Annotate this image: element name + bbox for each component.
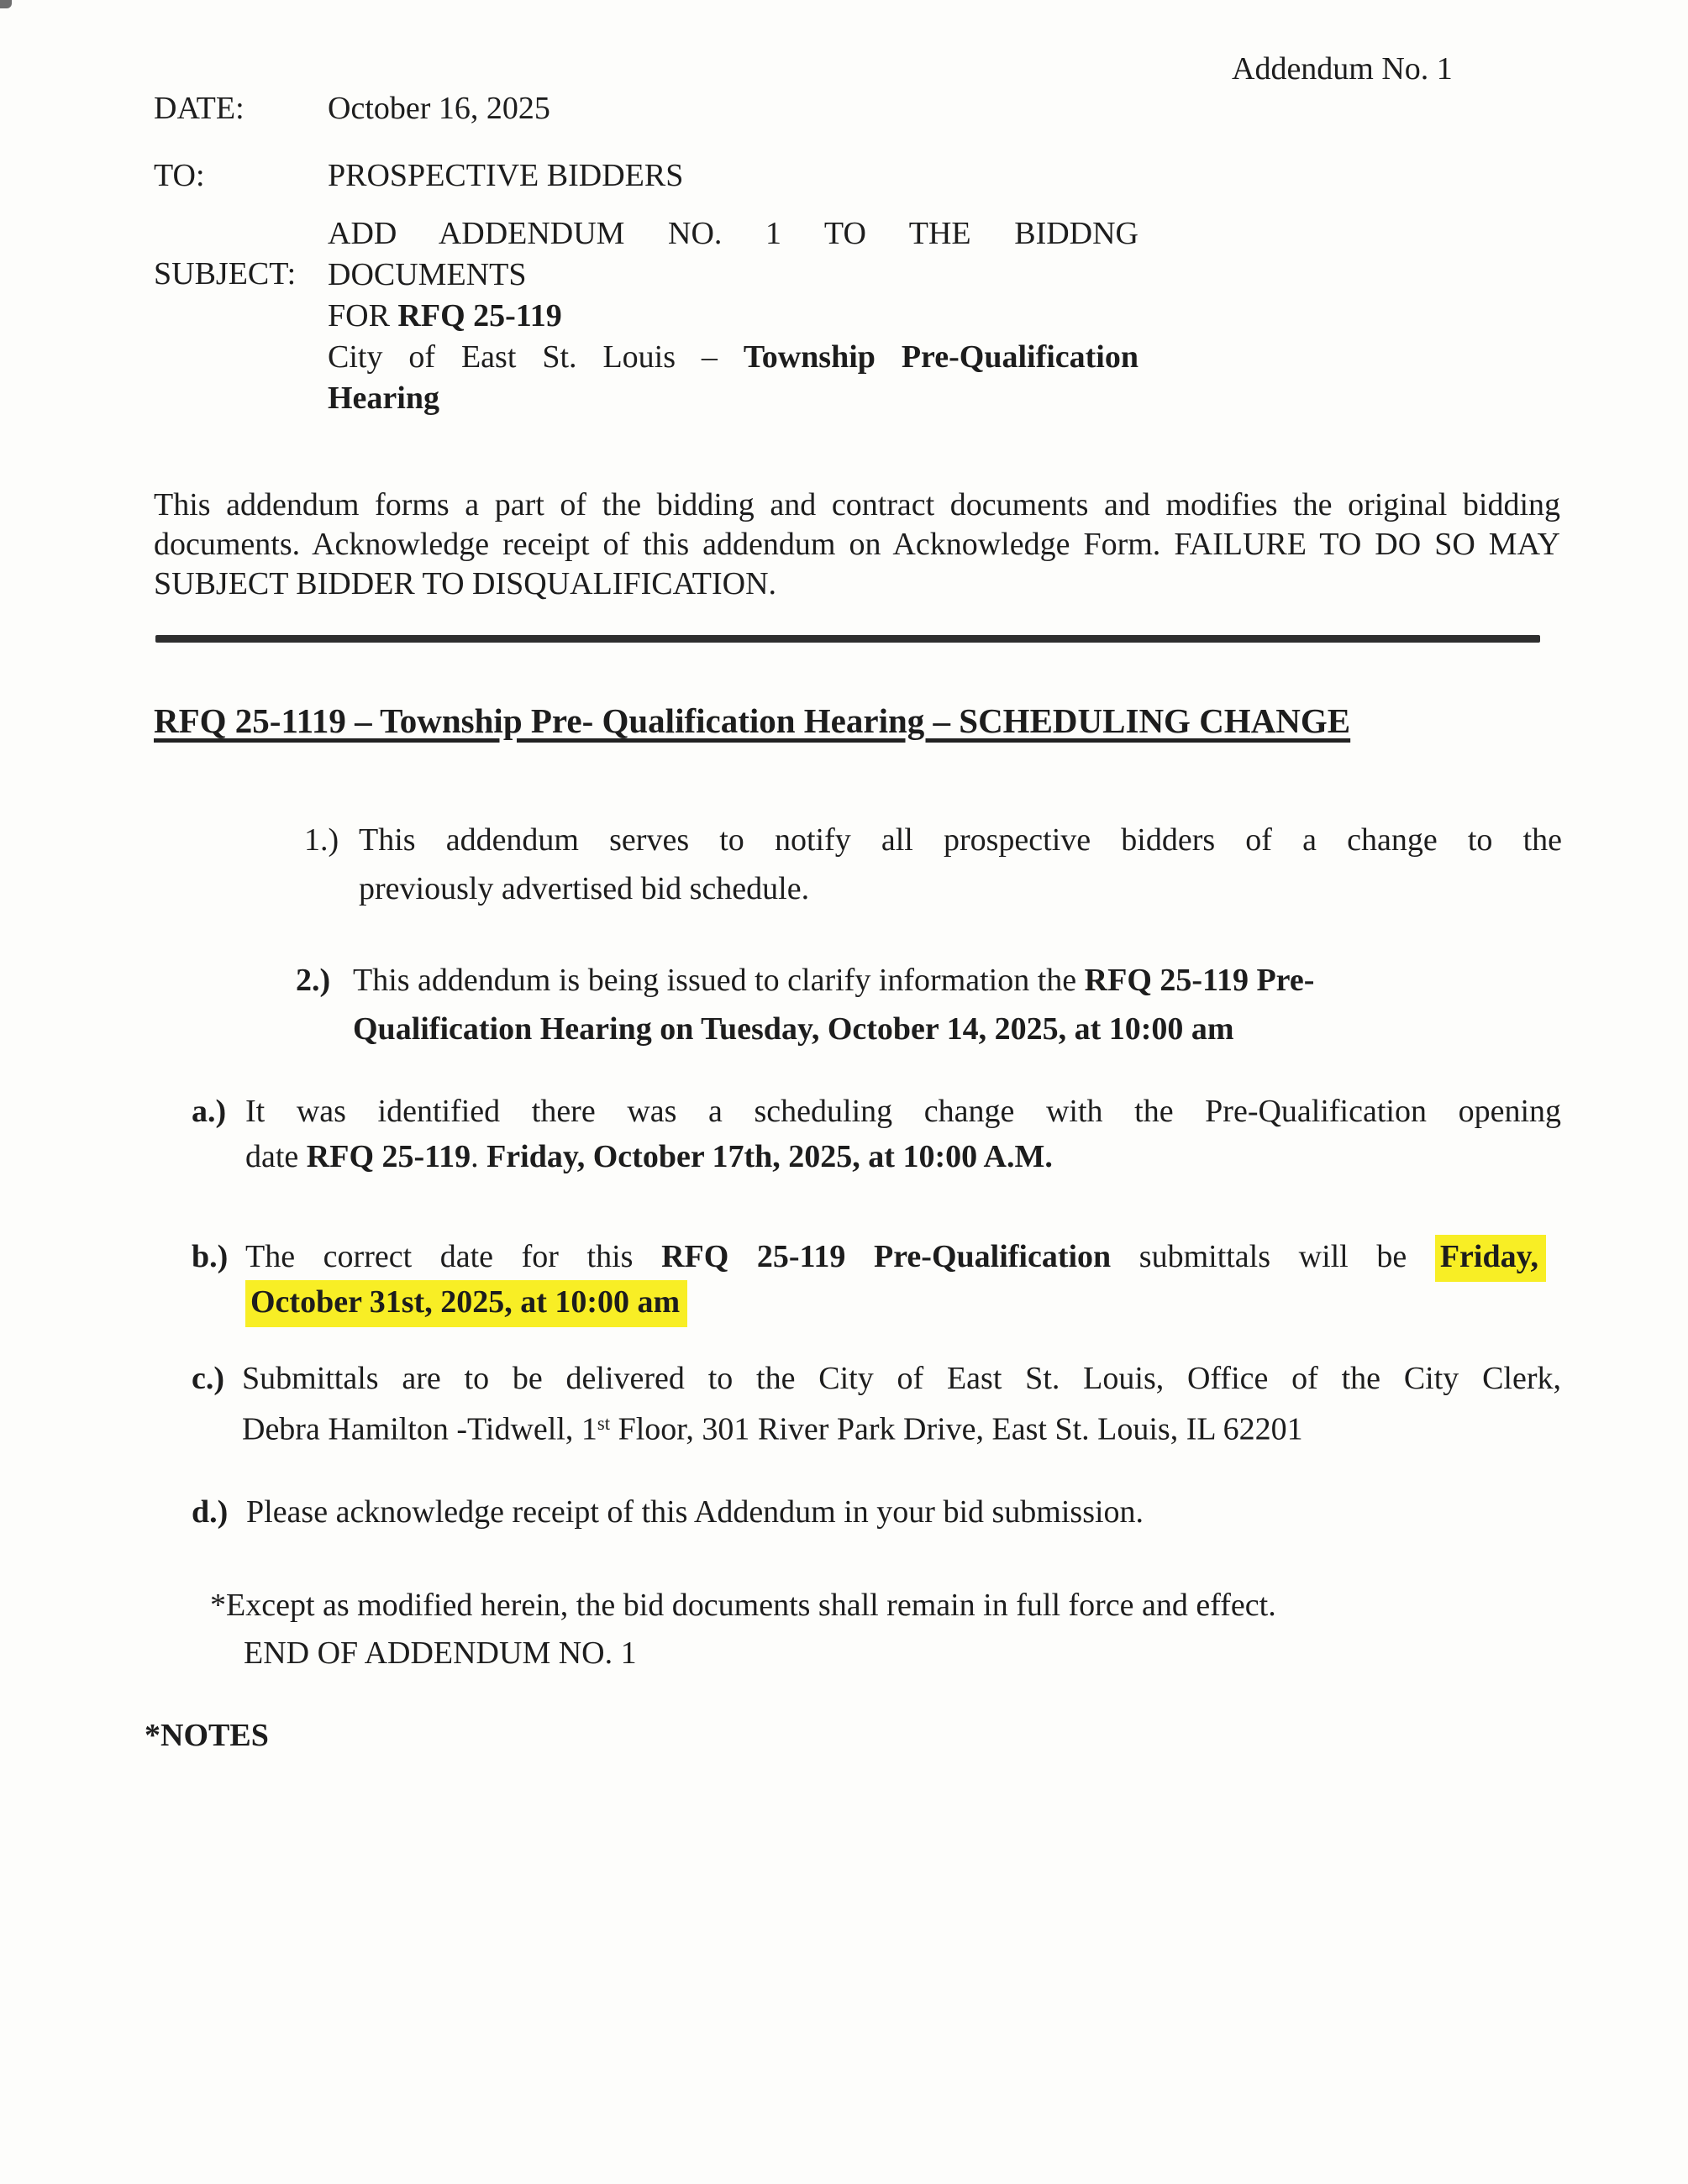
date-row — [154, 89, 550, 128]
item-2-line-2: Qualification Hearing on Tuesday, October 14, 2025, at 10:00 am — [353, 1011, 1234, 1047]
item-b-line-2 — [245, 1279, 1546, 1325]
item-b-line-1-highlight: Friday, — [1435, 1235, 1546, 1282]
subject-line-4-regular: City of East St. Louis – — [328, 339, 744, 375]
item-c-line-1: Submittals are to be delivered to the City of East St. Louis, Office of the City Clerk, — [242, 1361, 1561, 1396]
end-of-addendum: END OF ADDENDUM NO. 1 — [244, 1635, 637, 1671]
item-c-marker: c.) — [192, 1361, 225, 1396]
subject-label: SUBJECT: — [154, 256, 297, 291]
intro-line-1: This addendum forms a part of the bidding and contract documents and modifies the original bidding — [154, 487, 1560, 522]
item-2-line-1-regular: This addendum is being issued to clarify information the — [353, 963, 1085, 998]
item-d-text — [246, 1489, 1565, 1535]
subject-line-4 — [328, 337, 1138, 378]
item-1-marker: 1.) — [304, 822, 339, 858]
item-1-line-2: previously advertised bid schedule. — [359, 871, 810, 906]
subject-line-1: ADD ADDENDUM NO. 1 TO THE BIDDNG — [328, 216, 1138, 251]
subject-line-3-bold: RFQ 25-119 — [397, 298, 562, 333]
item-b-line-1-seg1: The correct date for this — [245, 1239, 662, 1274]
item-2-line-1 — [353, 956, 1567, 1005]
intro-paragraph — [154, 486, 1560, 604]
item-b-line-1-seg2: RFQ 25-119 Pre-Qualification — [661, 1239, 1112, 1274]
intro-line-3: SUBJECT BIDDER TO DISQUALIFICATION. — [154, 566, 777, 601]
item-b-marker: b.) — [192, 1239, 229, 1274]
intro-line-2: documents. Acknowledge receipt of this addendum on Acknowledge Form. FAILURE TO DO SO MAY — [154, 527, 1560, 562]
item-a-line-2-seg1: date — [245, 1139, 307, 1174]
section-heading: RFQ 25-1119 – Township Pre- Qualification Hearing – SCHEDULING CHANGE — [154, 701, 1351, 740]
item-b-line-2-highlight: October 31st, 2025, at 10:00 am — [245, 1280, 687, 1327]
item-c-line-2 — [242, 1401, 1561, 1452]
except-clause: *Except as modified herein, the bid documents shall remain in full force and effect. — [210, 1588, 1276, 1623]
to-value: PROSPECTIVE BIDDERS — [328, 158, 684, 193]
subject-line-5: Hearing — [328, 381, 439, 416]
notes-label: *NOTES — [145, 1718, 269, 1753]
item-b-line-1-seg3: submittals will be — [1111, 1239, 1435, 1274]
item-2-marker: 2.) — [296, 963, 331, 998]
item-a-line-2-seg2: RFQ 25-119 — [306, 1139, 471, 1174]
item-c-line-2-seg1: Debra Hamilton -Tidwell, 1 — [242, 1411, 597, 1447]
item-a-line-2 — [245, 1134, 1561, 1179]
horizontal-divider — [155, 635, 1540, 643]
item-1-text — [359, 816, 1562, 913]
item-c-text — [242, 1356, 1561, 1452]
item-2-text — [353, 956, 1567, 1053]
item-c-line-2-seg2: Floor, 301 River Park Drive, East St. Louis, IL 62201 — [610, 1411, 1303, 1447]
item-a-line-2-seg3: . — [471, 1139, 487, 1174]
item-a-marker: a.) — [192, 1094, 227, 1129]
item-a-line-1: It was identified there was a scheduling change with the Pre-Qualification opening — [245, 1094, 1561, 1129]
item-b-text — [245, 1234, 1546, 1325]
subject-line-3-regular: FOR — [328, 298, 398, 333]
item-c-ordinal-superscript: st — [597, 1413, 611, 1434]
subject-line-2: DOCUMENTS — [328, 257, 527, 292]
item-a-line-2-seg4: Friday, October 17th, 2025, at 10:00 A.M. — [486, 1139, 1053, 1174]
item-d-line-1: Please acknowledge receipt of this Addendum in your bid submission. — [246, 1494, 1144, 1530]
item-1-line-1: This addendum serves to notify all prospective bidders of a change to the — [359, 822, 1562, 858]
subject-line-3 — [328, 296, 1138, 337]
addendum-number-header: Addendum No. 1 — [1232, 51, 1453, 87]
date-value: October 16, 2025 — [328, 91, 550, 126]
to-label: TO: — [154, 158, 205, 193]
item-b-line-1 — [245, 1234, 1546, 1279]
subject-value-block — [328, 213, 1138, 419]
item-d-marker: d.) — [192, 1494, 229, 1530]
item-2-line-1-bold: RFQ 25-119 Pre- — [1084, 963, 1315, 998]
date-label: DATE: — [154, 91, 245, 126]
scan-artifact — [0, 0, 12, 8]
subject-line-4-bold: Township Pre-Qualification — [743, 339, 1138, 375]
to-row — [154, 156, 683, 195]
item-a-text — [245, 1089, 1561, 1179]
